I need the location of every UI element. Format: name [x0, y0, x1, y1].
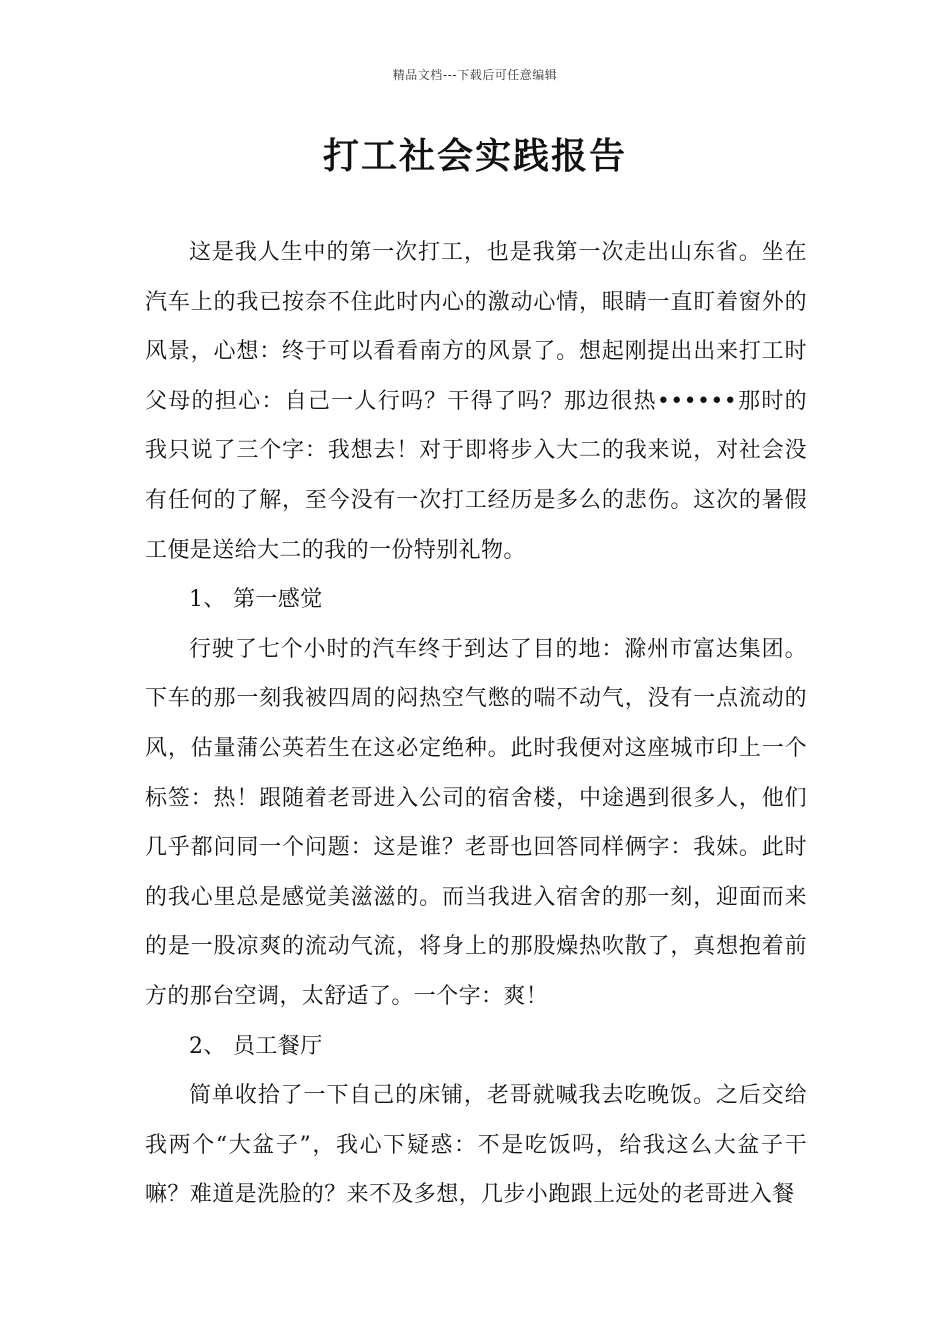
section-number: 2、 — [189, 1033, 226, 1059]
section-label: 第一感觉 — [233, 587, 323, 613]
section-label: 员工餐厅 — [233, 1033, 323, 1059]
document-body — [145, 228, 807, 1220]
paragraph: 行驶了七个小时的汽车终于到达了目的地：滁州市富达集团。下车的那一刻我被四周的闷热空气憋的喘不动气，没有一点流动的风，估量蒲公英若生在这必定绝种。此时我便对这座城市印上一个标签：热！跟随着老哥进入公司的宿舍楼，中途遇到很多人，他们几乎都问同一个问题：这是谁？老哥也回答同样俩字：我妹。此时的我心里总是感觉美滋滋的。而当我进入宿舍的那一刻，迎面而来的是一股凉爽的流动气流，将身上的那股燥热吹散了，真想抱着前方的那台空调，太舒适了。一个字：爽！ — [145, 636, 807, 1009]
header-note: 精品文档---下载后可任意编辑 — [392, 68, 558, 82]
page-title: 打工社会实践报告 — [322, 136, 627, 177]
paragraph: 这是我人生中的第一次打工，也是我第一次走出山东省。坐在汽车上的我已按奈不住此时内心的激动心情，眼睛一直盯着窗外的风景，心想：终于可以看看南方的风景了。想起刚提出出来打工时父母的担心：自己一人行吗？干得了吗？那边很热••••••那时的我只说了三个字：我想去！对于即将步入大二的我来说，对社会没有任何的了解，至今没有一次打工经历是多么的悲伤。这次的暑假工便是送给大二的我的一份特别礼物。 — [145, 240, 807, 563]
section-heading — [145, 1022, 807, 1072]
paragraph: 简单收拾了一下自己的床铺，老哥就喊我去吃晚饭。之后交给我两个“大盆子”，我心下疑惑：不是吃饭吗，给我这么大盆子干嘛？难道是洗脸的？来不及多想，几步小跑跟上远处的老哥进入餐 — [145, 1083, 807, 1208]
section-heading — [145, 575, 807, 625]
section-number: 1、 — [189, 587, 226, 613]
